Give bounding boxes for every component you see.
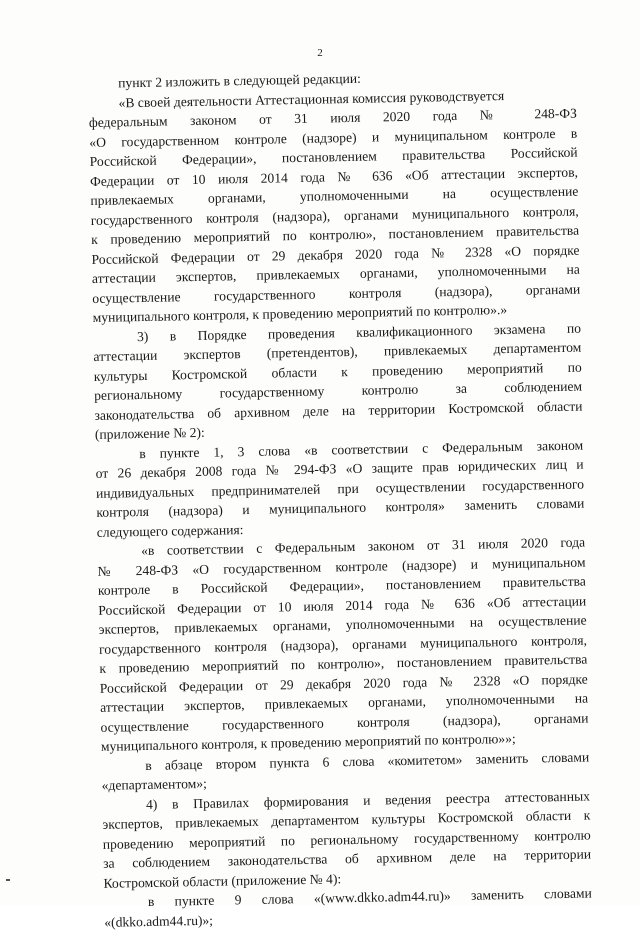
text-line: контроля (надзора) и муниципального контроля» заменить словами — [96, 495, 585, 520]
text-line: в пункте 1, 3 слова «в соответствии с Федеральным законом — [139, 437, 584, 461]
text-line: в пункте 9 слова «(www.dkko.adm44.ru)» заменить словами — [147, 885, 592, 910]
text-line: за соблюдением законодательства об архивном деле на территории — [103, 846, 592, 871]
text-line: экспертов, привлекаемых органами, уполномоченными на осуществление — [98, 612, 587, 637]
text-line: муниципального контроля, к проведению мероприятий по контролю».» — [92, 301, 508, 325]
text-line: «В своей деятельности Аттестационная комиссия руководствуется — [118, 87, 505, 110]
text-line: контроле в Российской Федерации», постановлением правительства — [97, 573, 586, 598]
text-line: 4) в Правилах формирования и ведения реестра аттестованных — [145, 787, 591, 812]
text-line: аттестации экспертов (претендентов), привлекаемых департаментом — [93, 339, 582, 364]
text-line: осуществление государственного контроля (надзора), органами — [92, 281, 581, 306]
document-body — [88, 65, 592, 932]
text-line: Федерации от 10 июля 2014 года № 636 «Об аттестации экспертов, — [89, 164, 579, 189]
text-line: 3) в Порядке проведения квалификационного экзамена по — [136, 320, 582, 344]
text-line: государственного контроля (надзора), органами муниципального контроля, — [98, 632, 588, 657]
text-line: культуры Костромской области к проведению мероприятий по — [93, 359, 582, 384]
text-line: законодательства об архивном деле на территории Костромской области — [94, 398, 583, 423]
text-line: следующего содержания: — [96, 521, 244, 540]
text-line: № 248-ФЗ «О государственном контроле (надзоре) и муниципальном — [97, 554, 586, 579]
text-line: к проведению мероприятий по контролю», постановлением правительства — [99, 651, 588, 676]
text-line: муниципального контроля, к проведению мероприятий по контролю»»; — [100, 730, 516, 754]
text-line: Российской Федерации от 29 декабря 2020 года № 2328 «О порядке — [99, 671, 588, 696]
text-line: к проведению мероприятий по контролю», постановлением правительства — [91, 222, 580, 247]
text-line: проведению мероприятий по региональному государственному контролю — [102, 826, 591, 852]
page-number: 2 — [317, 47, 323, 59]
text-line: федеральным законом от 31 июля 2020 года № 248-ФЗ — [88, 105, 577, 130]
text-line: привлекаемых органами, уполномоченными на осуществление — [90, 183, 579, 208]
text-line: осуществление государственного контроля (надзора), органами — [100, 710, 589, 735]
scan-artifact — [6, 879, 10, 881]
text-line: Российской Федерации от 10 июля 2014 года № 636 «Об аттестации — [98, 593, 587, 618]
text-line: (приложение № 2): — [94, 424, 205, 442]
text-line: аттестации экспертов, привлекаемых органами, уполномоченными на — [100, 690, 589, 715]
text-line: «О государственном контроле (надзоре) и муниципальном контроле в — [89, 125, 578, 150]
text-line: от 26 декабря 2008 года № 294-ФЗ «О защите прав юридических лиц и — [95, 456, 584, 481]
text-line: Костромской области (приложение № 4): — [103, 870, 342, 891]
text-line: Российской Федерации», постановлением правительства Российской — [89, 144, 578, 169]
text-line: Российской Федерации от 29 декабря 2020 года № 2328 «О порядке — [91, 242, 580, 267]
text-line: пункт 2 изложить в следующей редакции: — [118, 70, 362, 91]
text-line: государственного контроля (надзора), органами муниципального контроля, — [90, 203, 579, 228]
text-line: экспертов, привлекаемых департаментом культуры Костромской области к — [102, 807, 591, 832]
text-line: аттестации экспертов, привлекаемых органами, уполномоченными на — [91, 261, 580, 286]
text-line: индивидуальных предпринимателей при осуществлении государственного — [95, 476, 585, 501]
text-line: региональному государственному контролю за соблюдением — [94, 378, 583, 403]
text-line: «департаментом»; — [101, 775, 207, 793]
text-line: в абзаце втором пункта 6 слова «комитетом» заменить словами — [145, 749, 590, 773]
text-line: «(dkko.adm44.ru)»; — [104, 912, 214, 930]
text-line: «в соответствии с Федеральным законом от 31 июля 2020 года — [141, 534, 586, 559]
